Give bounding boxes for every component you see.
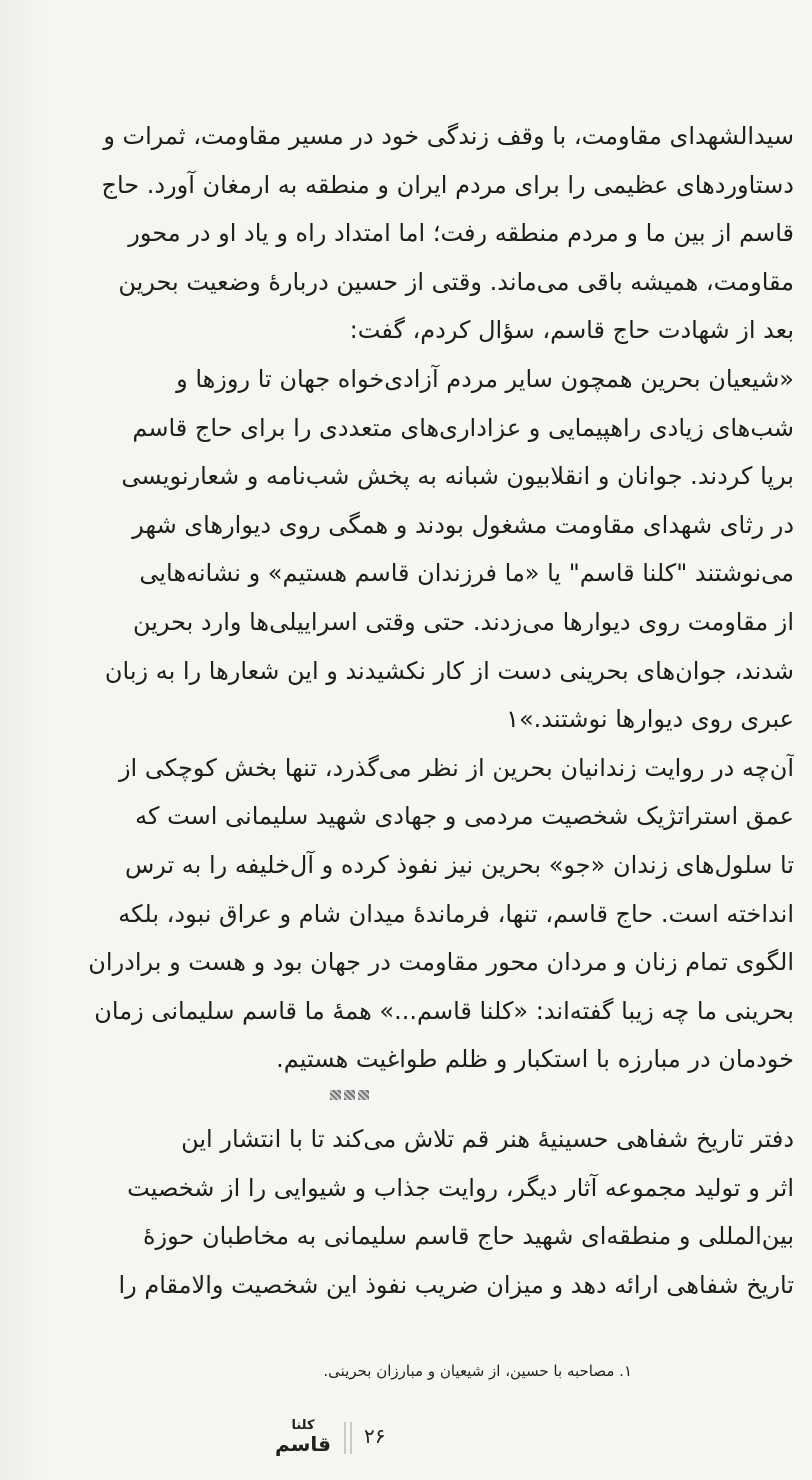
text-line: دفتر تاریخ شفاهی حسینیهٔ هنر قم تلاش می‌کند تا با انتشار این xyxy=(181,1125,794,1153)
text-line: تا سلول‌های زندان «جو» بحرین نیز نفوذ کرده و آل‌خلیفه را به ترس xyxy=(124,850,794,879)
text-line: «شیعیان بحرین همچون سایر مردم آزادی‌خواه جهان تا روزها و xyxy=(176,364,794,393)
separator-ornament xyxy=(330,1090,341,1100)
text-line: بعد از شهادت حاج قاسم، سؤال کردم، گفت: xyxy=(349,316,794,345)
text-line: عمق استراتژیک شخصیت مردمی و جهادی شهید سلیمانی است که xyxy=(135,802,794,831)
footer-divider xyxy=(350,1422,352,1454)
text-line: تاریخ شفاهی ارائه دهد و میزان ضریب نفوذ این شخصیت والامقام را xyxy=(118,1270,794,1299)
text-line: عبری روی دیوارها نوشتند.»۱ xyxy=(506,705,794,734)
text-line: بحرینی ما چه زیبا گفته‌اند: «کلنا قاسم...» همهٔ ما قاسم سلیمانی زمان xyxy=(94,996,794,1025)
logo-top-text: کلنا xyxy=(291,1418,315,1433)
text-line: قاسم از بین ما و مردم منطقه رفت؛ اما امتداد راه و یاد او در محور xyxy=(128,219,794,248)
text-line: سیدالشهدای مقاومت، با وقف زندگی خود در مسیر مقاومت، ثمرات و xyxy=(103,122,794,150)
logo-bottom-text: قاسم xyxy=(275,1432,331,1456)
page-number: ۲۶ xyxy=(364,1424,386,1448)
text-line: بین‌المللی و منطقه‌ای شهید حاج قاسم سلیمانی به مخاطبان حوزهٔ xyxy=(142,1222,794,1251)
text-line: الگوی تمام زنان و مردان محور مقاومت در جهان بود و هست و برادران xyxy=(88,948,794,977)
text-line: از مقاومت روی دیوارها می‌زدند. حتی وقتی اسراییلی‌ها وارد بحرین xyxy=(132,607,794,636)
separator-ornament xyxy=(358,1090,369,1100)
text-line: خودمان در مبارزه با استکبار و ظلم طواغیت هستیم. xyxy=(276,1045,794,1074)
footer-divider xyxy=(344,1422,346,1454)
text-line: برپا کردند. جوانان و انقلابیون شبانه به پخش شب‌نامه و شعارنویسی xyxy=(121,462,794,491)
text-line: مقاومت، همیشه باقی می‌ماند. وقتی از حسین دربارهٔ وضعیت بحرین xyxy=(118,267,794,296)
paragraph-1 xyxy=(18,112,794,1084)
text-line: در رثای شهدای مقاومت مشغول بودند و همگی روی دیوارهای شهر xyxy=(132,510,794,539)
text-line: اثر و تولید مجموعه آثار دیگر، روایت جذاب و شیوایی را از شخصیت xyxy=(127,1173,794,1202)
footnote: ۱. مصاحبه با حسین، از شیعیان و مبارزان بحرینی. xyxy=(323,1362,632,1380)
text-line: شدند، جوان‌های بحرینی دست از کار نکشیدند و این شعارها را به زبان xyxy=(104,656,794,685)
page-footer xyxy=(272,1418,432,1458)
text-line: می‌نوشتند "کلنا قاسم" یا «ما فرزندان قاسم هستیم» و نشانه‌هایی xyxy=(139,559,794,588)
text-line: انداخته است. حاج قاسم، تنها، فرماندهٔ میدان شام و عراق نبود، بلکه xyxy=(118,899,794,928)
book-logo xyxy=(272,1418,334,1458)
text-line: شب‌های زیادی راهپیمایی و عزاداری‌های متعددی را برای حاج قاسم xyxy=(132,413,794,442)
section-separator xyxy=(330,1090,372,1102)
separator-ornament xyxy=(344,1090,355,1100)
text-line: آن‌چه در روایت زندانیان بحرین از نظر می‌گذرد، تنها بخش کوچکی از xyxy=(118,753,794,782)
text-line: دستاوردهای عظیمی را برای مردم ایران و منطقه به ارمغان آورد. حاج xyxy=(101,170,794,199)
paragraph-2 xyxy=(18,1115,794,1309)
